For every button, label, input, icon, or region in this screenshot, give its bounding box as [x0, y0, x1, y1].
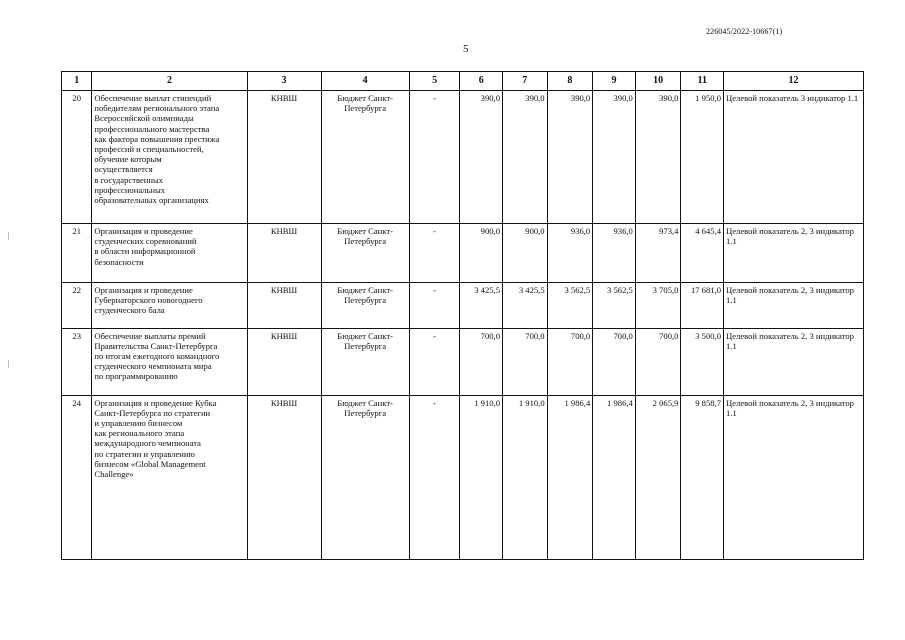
amount-v10: 390,0 — [635, 91, 681, 224]
measure-name-line: образовательных организациях — [94, 195, 209, 206]
measure-name-line: победителям регионального этапа — [94, 103, 220, 114]
executor: КНВШ — [247, 328, 321, 395]
measure-name — [92, 91, 247, 224]
measure-name — [92, 328, 247, 395]
document-number: 226045/2022-10667(1) — [706, 27, 783, 36]
target-indicator: Целевой показатель 2, 3 индикатор 1.1 — [724, 395, 864, 559]
table-row — [62, 223, 864, 282]
column-5-value: - — [409, 91, 460, 224]
amount-v8: 700,0 — [547, 328, 593, 395]
column-header: 6 — [460, 72, 503, 91]
target-indicator: Целевой показатель 2, 3 индикатор 1.1 — [724, 328, 864, 395]
column-header: 1 — [62, 72, 92, 91]
amount-v9: 936,0 — [593, 223, 636, 282]
measure-name-line: профессиональных — [94, 184, 166, 195]
amount-v11: 4 645,4 — [681, 223, 724, 282]
column-5-value: - — [409, 395, 460, 559]
measure-name-line: международного чемпионата — [94, 438, 201, 449]
executor: КНВШ — [247, 282, 321, 328]
amount-v7: 3 425,5 — [503, 282, 548, 328]
measure-name-line: студенческого бала — [94, 305, 165, 316]
column-5-value: - — [409, 282, 460, 328]
measure-name-line: Обеспечение выплат стипендий — [94, 93, 212, 103]
amount-v9: 3 562,5 — [593, 282, 636, 328]
measure-name-line: студенческих соревнований — [94, 236, 197, 247]
measure-name-line: профессий и специальностей, — [94, 144, 204, 155]
amount-v10: 973,4 — [635, 223, 681, 282]
measure-name-line: как фактора повышения престижа — [94, 133, 220, 144]
measure-name-line: как регионального этапа — [94, 428, 185, 439]
scan-edge-mark — [8, 232, 9, 240]
measure-name-line: Правительства Санкт-Петербурга — [94, 340, 218, 351]
table-row — [62, 282, 864, 328]
amount-v6: 1 910,0 — [460, 395, 503, 559]
measure-name-line: по программированию — [94, 371, 178, 382]
funding-source: Бюджет Санкт-Петербурга — [321, 223, 409, 282]
measure-name-line: по стратегии и управлению — [94, 448, 195, 459]
executor: КНВШ — [247, 223, 321, 282]
measure-name — [92, 282, 247, 328]
budget-table — [61, 71, 864, 560]
measure-name-line: Организация и проведение Кубка — [94, 397, 217, 408]
table-header-row — [62, 72, 864, 91]
amount-v11: 1 950,0 — [681, 91, 724, 224]
executor: КНВШ — [247, 395, 321, 559]
measure-name — [92, 395, 247, 559]
column-header: 5 — [409, 72, 460, 91]
measure-name — [92, 223, 247, 282]
measure-name-line: Challenge» — [94, 468, 134, 479]
column-header: 3 — [247, 72, 321, 91]
amount-v7: 390,0 — [503, 91, 548, 224]
amount-v6: 390,0 — [460, 91, 503, 224]
amount-v8: 3 562,5 — [547, 282, 593, 328]
row-number: 21 — [62, 223, 92, 282]
row-number: 23 — [62, 328, 92, 395]
target-indicator: Целевой показатель 2, 3 индикатор 1.1 — [724, 223, 864, 282]
funding-source: Бюджет Санкт-Петербурга — [321, 395, 409, 559]
measure-name-line: Организация и проведение — [94, 225, 193, 236]
amount-v7: 700,0 — [503, 328, 548, 395]
table-row — [62, 91, 864, 224]
amount-v9: 700,0 — [593, 328, 636, 395]
column-5-value: - — [409, 328, 460, 395]
measure-name-line: студенческого чемпионата мира — [94, 361, 212, 372]
measure-name-line: осуществляется — [94, 164, 153, 175]
amount-v6: 3 425,5 — [460, 282, 503, 328]
measure-name-line: по итогам ежегодного командного — [94, 350, 220, 361]
measure-name-line: и управлению бизнесом — [94, 417, 183, 428]
amount-v6: 700,0 — [460, 328, 503, 395]
column-header: 12 — [724, 72, 864, 91]
amount-v8: 1 986,4 — [547, 395, 593, 559]
executor: КНВШ — [247, 91, 321, 224]
target-indicator: Целевой показатель 3 индикатор 1.1 — [724, 91, 864, 224]
funding-source: Бюджет Санкт-Петербурга — [321, 282, 409, 328]
amount-v10: 700,0 — [635, 328, 681, 395]
scan-edge-mark — [8, 360, 9, 368]
row-number: 24 — [62, 395, 92, 559]
measure-name-line: Губернаторского новогоднего — [94, 295, 203, 306]
measure-name-line: профессионального мастерства — [94, 123, 210, 134]
measure-name-line: в государственных — [94, 174, 164, 185]
column-header: 2 — [92, 72, 247, 91]
row-number: 22 — [62, 282, 92, 328]
column-5-value: - — [409, 223, 460, 282]
column-header: 9 — [593, 72, 636, 91]
amount-v7: 1 910,0 — [503, 395, 548, 559]
amount-v9: 390,0 — [593, 91, 636, 224]
amount-v8: 936,0 — [547, 223, 593, 282]
column-header: 8 — [547, 72, 593, 91]
measure-name-line: Обеспечение выплаты премий — [94, 330, 206, 341]
measure-name-line: бизнесом «Global Management — [94, 458, 206, 469]
amount-v10: 3 705,0 — [635, 282, 681, 328]
column-header: 11 — [681, 72, 724, 91]
amount-v11: 3 500,0 — [681, 328, 724, 395]
measure-name-line: обучение которым — [94, 154, 162, 165]
column-header: 4 — [321, 72, 409, 91]
amount-v10: 2 065,9 — [635, 395, 681, 559]
measure-name-line: безопасности — [94, 256, 144, 267]
target-indicator: Целевой показатель 2, 3 индикатор 1.1 — [724, 282, 864, 328]
measure-name-line: Организация и проведение — [94, 284, 193, 295]
funding-source: Бюджет Санкт-Петербурга — [321, 91, 409, 224]
table-row — [62, 395, 864, 559]
column-header: 10 — [635, 72, 681, 91]
table-row — [62, 328, 864, 395]
measure-name-line: в области информационной — [94, 246, 196, 257]
column-header: 7 — [503, 72, 548, 91]
measure-name-line: Санкт-Петербурга по стратегии — [94, 407, 211, 418]
amount-v6: 900,0 — [460, 223, 503, 282]
amount-v7: 900,0 — [503, 223, 548, 282]
amount-v8: 390,0 — [547, 91, 593, 224]
amount-v11: 9 858,7 — [681, 395, 724, 559]
measure-name-line: Всероссийской олимпиады — [94, 113, 194, 124]
page-number: 5 — [463, 43, 469, 55]
funding-source: Бюджет Санкт-Петербурга — [321, 328, 409, 395]
row-number: 20 — [62, 91, 92, 224]
amount-v11: 17 681,0 — [681, 282, 724, 328]
amount-v9: 1 986,4 — [593, 395, 636, 559]
